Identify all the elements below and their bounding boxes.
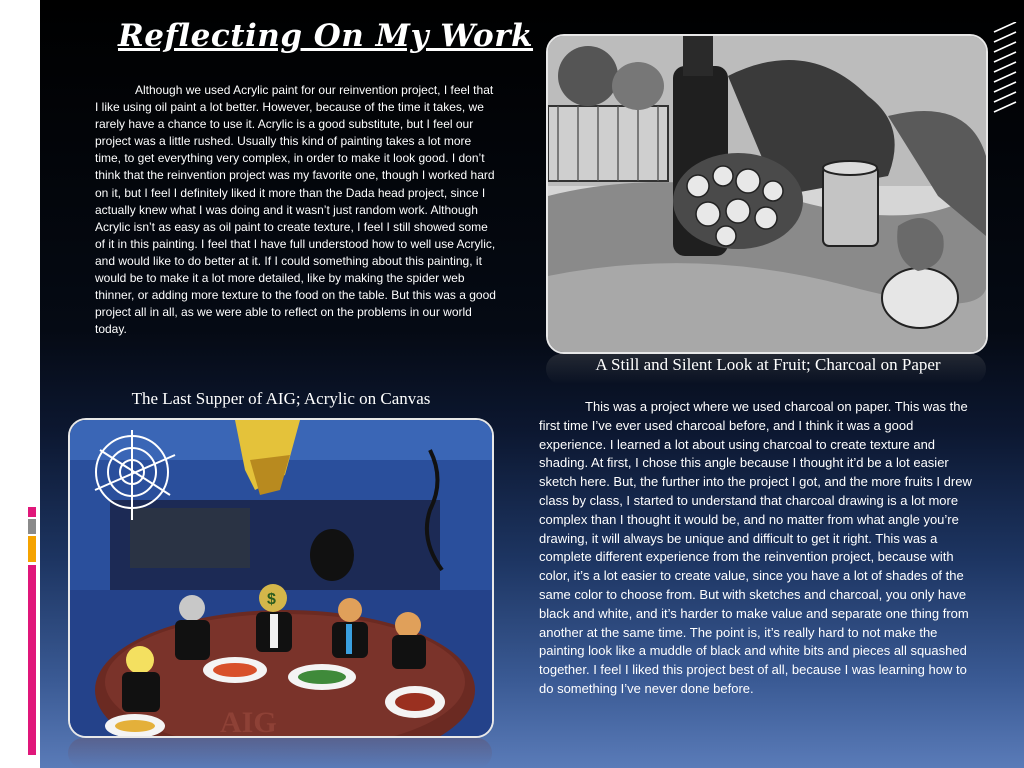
decorative-lines [988, 22, 1018, 122]
left-artwork-caption: The Last Supper of AIG; Acrylic on Canvas [131, 389, 431, 408]
accent-bar-magenta [28, 565, 36, 755]
dollar-sign: $ [267, 591, 276, 608]
accent-bar-gray [28, 519, 36, 534]
accent-bar-orange [28, 536, 36, 562]
acrylic-painting-reflection [68, 738, 492, 768]
accent-bar-magenta-top [28, 507, 36, 517]
acrylic-painting [68, 418, 494, 738]
left-paragraph: Although we used Acrylic paint for our reinvention project, I feel that I like using oil paint a lot better. However, because of the time it takes, we rarely have a chance to use it. Acrylic is a good substitute, but I feel our project was a little rushed. Usually this kind of painting takes a lot more time, to get everything very complex, in order to make it look good. I don’t think that the reinvention project was my favorite one, though I worked hard on it, but I feel I definitely liked it more than the Dada head project, since I actually knew what I was doing and it wasn’t just random work. Although Acrylic isn’t as easy as oil paint to create texture, I feel I still showed some of it in this painting. I feel that I have full understood how to well use Acrylic, and would like to do better at it. If I could something about this painting, it would be to make it a lot more detailed, like by making the spider web thinner, or adding more texture to the food on the table. But this was a good project all in all, as we were able to reflect on the problems in our world today. [95, 83, 496, 337]
tablecloth-lettering: AIG [220, 706, 277, 736]
right-artwork-caption: A Still and Silent Look at Fruit; Charcoal on Paper [595, 355, 941, 374]
slide-title: Reflecting On My Work [118, 18, 534, 54]
right-paragraph: This was a project where we used charcoal on paper. This was the first time I’ve ever used charcoal before, and I think it was a good experience. I learned a lot about using charcoal to create texture and shading. At first, I chose this angle because I thought it’d be a lot easier sketch here. But, the further into the project I got, and the more fruits I drew class by class, I started to understand that charcoal drawing is a lot more complex than I thought it would be, and no matter from what angle you’re drawing, it will always be unique and difficult to get it right. This was a complete different experience from the reinvention project, because with color, it’s a lot easier to create value, since you have a lot of shades of the same color to choose from. But with sketches and charcoal, you only have black and white, and it’s harder to make value and separate one thing from another at the same time. The point is, it’s really hard to not make the painting look like a muddle of black and white bits and pieces all squashed together. I feel I liked this project best of all, because I was learning how to do something I’ve never done before. [539, 399, 972, 696]
charcoal-drawing [546, 34, 988, 354]
